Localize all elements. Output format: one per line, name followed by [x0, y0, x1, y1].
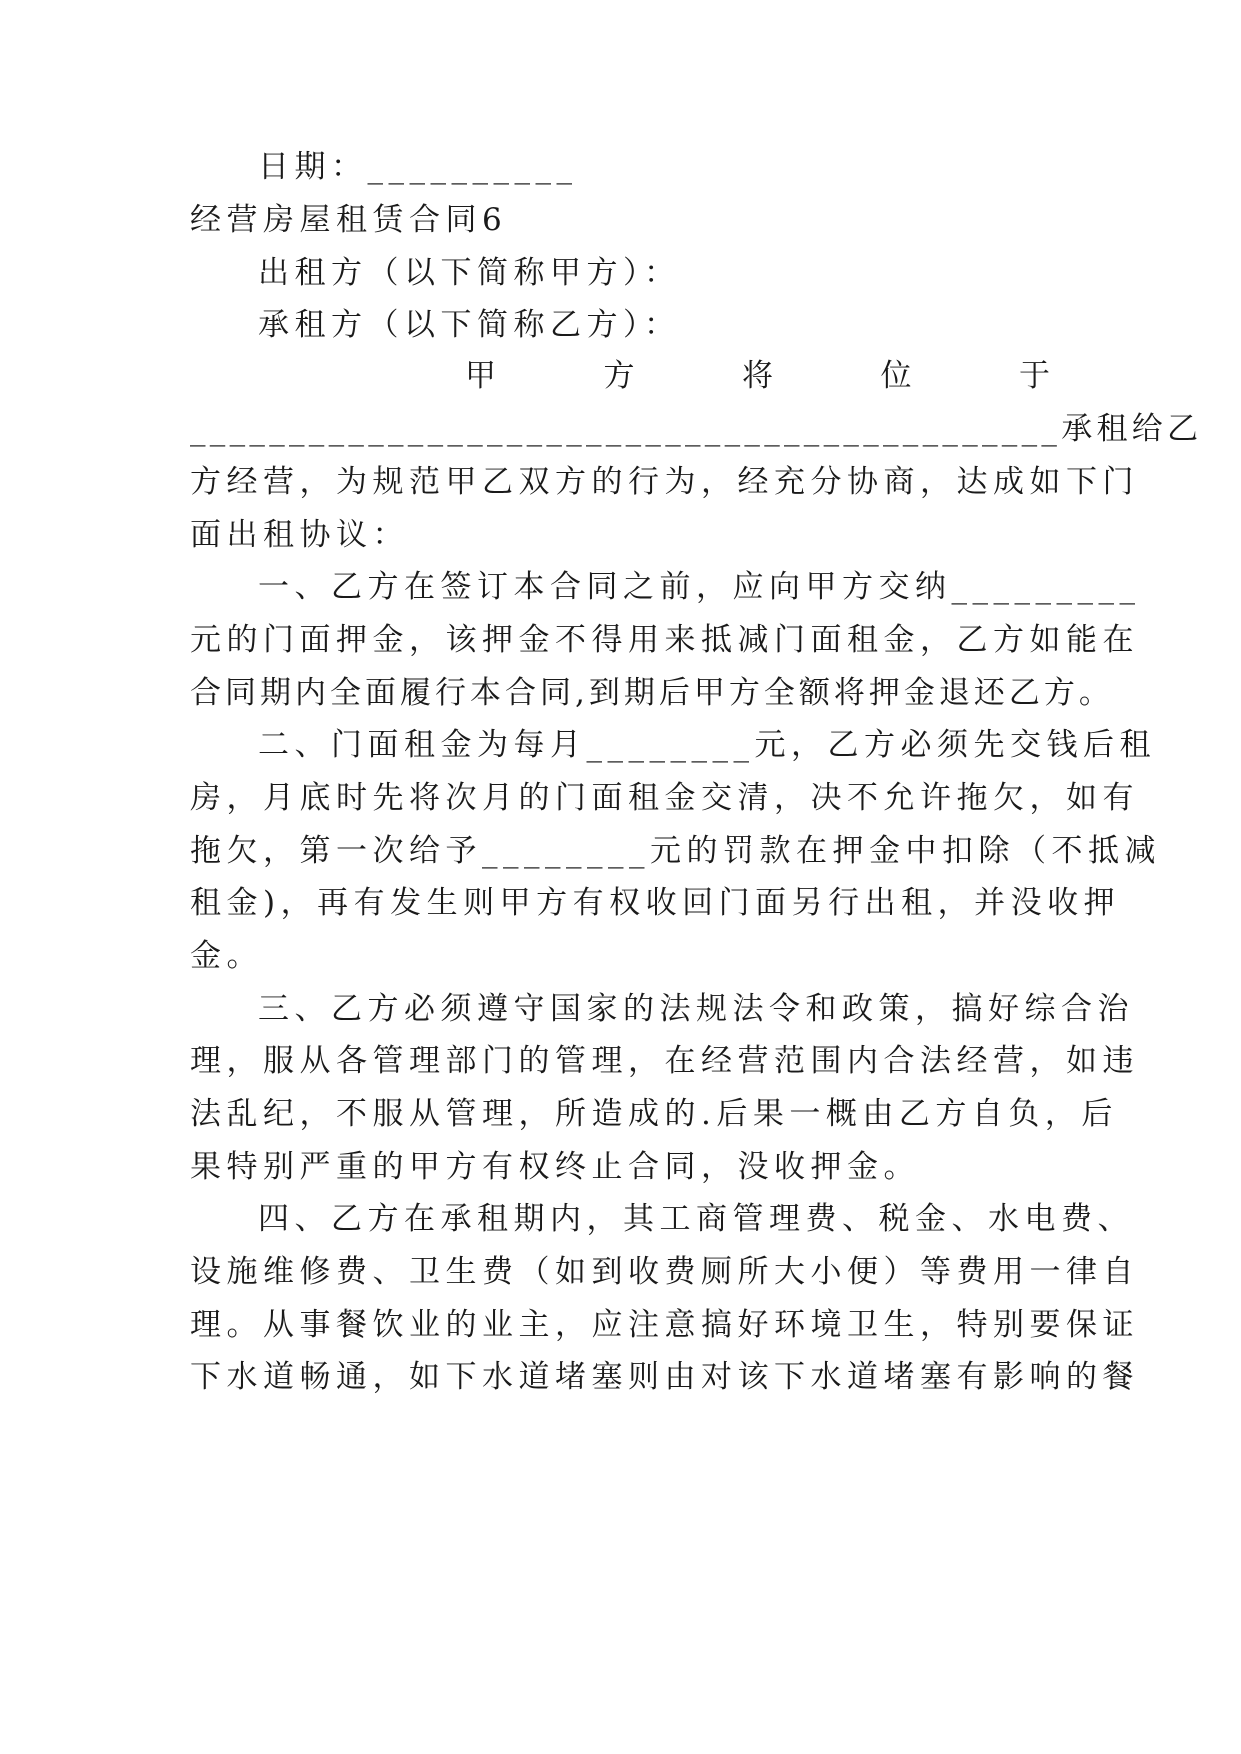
word: 位 — [880, 358, 912, 394]
word: 将 — [742, 358, 773, 394]
body-line: 三、乙方必须遵守国家的法规法令和政策，搞好综合治 — [258, 991, 1134, 1027]
body-line: 租金)，再有发生则甲方有权收回门面另行出租，并没收押 — [190, 885, 1121, 921]
body-line: 拖欠，第一次给予________元的罚款在押金中扣除（不抵减 — [190, 833, 1161, 869]
word: 于 — [1019, 358, 1050, 394]
justified-line — [465, 347, 1050, 405]
body-line: 理。从事餐饮业的业主，应注意搞好环境卫生，特别要保证 — [190, 1307, 1139, 1343]
lessor-line: 出租方（以下简称甲方）： — [258, 255, 681, 291]
word: 方 — [603, 358, 635, 394]
lessee-line: 承租方（以下简称乙方）： — [258, 307, 681, 343]
body-line: 方经营，为规范甲乙双方的行为，经充分协商，达成如下门 — [190, 464, 1139, 500]
body-line: 理，服从各管理部门的管理，在经营范围内合法经营，如违 — [190, 1043, 1139, 1079]
body-line: 设施维修费、卫生费（如到收费厕所大小便）等费用一律自 — [190, 1254, 1139, 1290]
body-line: 面出租协议： — [190, 517, 409, 553]
body-line: 四、乙方在承租期内，其工商管理费、税金、水电费、 — [258, 1201, 1134, 1237]
body-line: 法乱纪，不服从管理，所造成的.后果一概由乙方自负，后 — [190, 1096, 1118, 1132]
body-line: 合同期内全面履行本合同,到期后甲方全额将押金退还乙方。 — [190, 675, 1114, 711]
contract-title: 经营房屋租赁合同6 — [190, 202, 508, 238]
body-line: 房，月底时先将次月的门面租金交清，决不允许拖欠，如有 — [190, 780, 1139, 816]
body-line: 果特别严重的甲方有权终止合同，没收押金。 — [190, 1149, 920, 1185]
body-line: ____________________________________________承租给乙 — [190, 411, 1203, 447]
word: 甲 — [465, 358, 496, 394]
body-line: 元的门面押金，该押金不得用来抵减门面租金，乙方如能在 — [190, 622, 1139, 658]
body-line: 一、乙方在签订本合同之前，应向甲方交纳_________ — [258, 569, 1141, 605]
body-line: 金。 — [190, 938, 263, 974]
body-line: 下水道畅通，如下水道堵塞则由对该下水道堵塞有影响的餐 — [190, 1359, 1139, 1395]
date-line: 日期：__________ — [258, 149, 578, 185]
body-line: 二、门面租金为每月________元，乙方必须先交钱后租 — [258, 727, 1156, 763]
